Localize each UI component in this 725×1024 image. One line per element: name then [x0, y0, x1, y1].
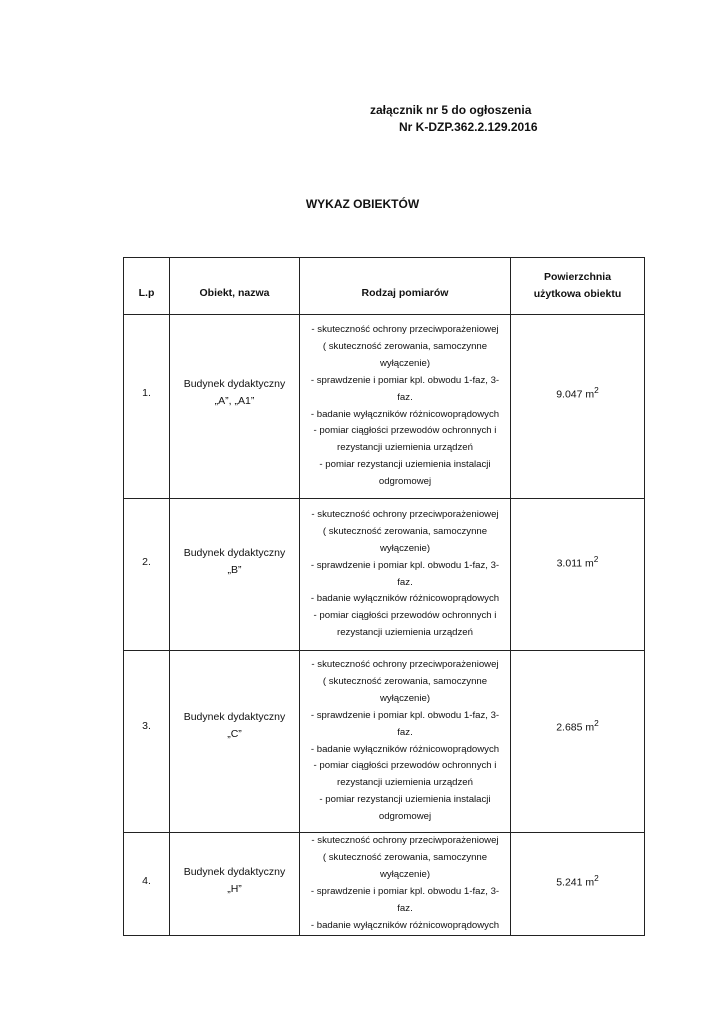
- object-name-cell: [170, 499, 300, 651]
- area-unit-exponent: 2: [593, 553, 599, 564]
- header-area-line2: użytkowa obiektu: [533, 288, 622, 300]
- measurement-line: - badanie wyłączników różnicowoprądowych: [310, 408, 500, 420]
- measurement-line: - skuteczność ochrony przeciwporażeniowej: [311, 323, 499, 335]
- header-area: [511, 258, 645, 315]
- row-number: 4.: [124, 833, 170, 936]
- area-unit-exponent: 2: [594, 717, 599, 728]
- table-row: [124, 499, 645, 651]
- measurements-cell: [300, 315, 511, 499]
- measurement-line: ( skuteczność zerowania, samoczynne: [322, 852, 488, 864]
- object-name-cell: [170, 651, 300, 833]
- measurement-line: - pomiar rezystancji uziemienia instalacji: [319, 794, 491, 806]
- object-name-designation: „C”: [227, 727, 242, 740]
- measurement-line: - sprawdzenie i pomiar kpl. obwodu 1-faz, 3-: [310, 709, 500, 721]
- header-object-name: Obiekt, nazwa: [170, 258, 300, 315]
- attachment-label: załącznik nr 5 do ogłoszenia: [370, 103, 532, 117]
- measurement-line: ( skuteczność zerowania, samoczynne: [322, 675, 488, 687]
- object-name-type: Budynek dydaktyczny: [183, 546, 286, 559]
- object-name-cell: [170, 833, 300, 936]
- object-name-designation: „B”: [227, 563, 242, 576]
- measurements-cell: [300, 651, 511, 833]
- object-name-type: Budynek dydaktyczny: [183, 377, 286, 390]
- measurement-line: - skuteczność ochrony przeciwporażeniowej: [311, 658, 499, 670]
- area-value: 5.241 m: [556, 876, 595, 889]
- area-value: 9.047 m: [556, 388, 595, 401]
- table-row: [124, 315, 645, 499]
- area-cell: [511, 833, 645, 936]
- measurement-line: - skuteczność ochrony przeciwporażeniowej: [311, 508, 499, 520]
- area-value: 3.011 m: [556, 557, 594, 570]
- measurement-line: - pomiar ciągłości przewodów ochronnych i: [313, 760, 497, 772]
- measurement-line: - badanie wyłączników różnicowoprądowych: [310, 919, 500, 931]
- measurement-line: - sprawdzenie i pomiar kpl. obwodu 1-faz, 3-: [310, 374, 500, 386]
- measurement-line: - pomiar ciągłości przewodów ochronnych i: [313, 425, 497, 437]
- measurement-line: - pomiar ciągłości przewodów ochronnych i: [313, 610, 497, 622]
- table-header-row: [124, 258, 645, 315]
- measurement-line: wyłączenie): [379, 357, 431, 369]
- measurement-line: faz.: [397, 902, 413, 914]
- measurements-cell: [300, 833, 511, 936]
- measurement-line: faz.: [397, 391, 413, 403]
- measurement-line: faz.: [397, 726, 413, 738]
- object-name-type: Budynek dydaktyczny: [183, 710, 286, 723]
- measurement-line: odgromowej: [378, 476, 432, 488]
- object-name-designation: „A”, „A1”: [214, 394, 255, 407]
- header-measurements: Rodzaj pomiarów: [300, 258, 511, 315]
- reference-number: Nr K-DZP.362.2.129.2016: [399, 120, 538, 134]
- measurement-line: rezystancji uziemienia urządzeń: [337, 777, 473, 789]
- area-unit-exponent: 2: [594, 873, 599, 884]
- area-value: 2.685 m: [556, 721, 595, 734]
- measurement-line: odgromowej: [378, 811, 432, 823]
- measurement-line: - sprawdzenie i pomiar kpl. obwodu 1-faz, 3-: [310, 886, 500, 897]
- row-number: 2.: [124, 499, 170, 651]
- measurement-line: faz.: [397, 576, 413, 588]
- row-number: 3.: [124, 651, 170, 833]
- measurement-line: wyłączenie): [379, 692, 431, 704]
- area-cell: [511, 499, 645, 651]
- measurement-line: rezystancji uziemienia urządzeń: [337, 442, 473, 454]
- object-name-cell: [170, 315, 300, 499]
- measurement-line: - skuteczność ochrony przeciwporażeniowej: [311, 835, 499, 847]
- measurement-line: - badanie wyłączników różnicowoprądowych: [310, 743, 500, 755]
- header-lp: L.p: [124, 258, 170, 315]
- object-name-designation: „H”: [227, 883, 242, 895]
- table-row: [124, 651, 645, 833]
- page-title: WYKAZ OBIEKTÓW: [305, 197, 420, 211]
- measurement-line: ( skuteczność zerowania, samoczynne: [322, 525, 488, 537]
- object-name-type: Budynek dydaktyczny: [183, 866, 286, 878]
- table-row: [124, 833, 645, 936]
- measurements-cell: [300, 499, 511, 651]
- measurement-line: ( skuteczność zerowania, samoczynne: [322, 340, 488, 352]
- row-number: 1.: [124, 315, 170, 499]
- measurement-line: - badanie wyłączników różnicowoprądowych: [310, 593, 500, 605]
- area-cell: [511, 651, 645, 833]
- measurement-line: wyłączenie): [379, 869, 431, 881]
- measurement-line: - sprawdzenie i pomiar kpl. obwodu 1-faz, 3-: [310, 559, 500, 571]
- objects-table: [123, 257, 645, 936]
- header-area-line1: Powierzchnia: [543, 271, 612, 283]
- area-cell: [511, 315, 645, 499]
- measurement-line: wyłączenie): [379, 542, 431, 554]
- measurement-line: rezystancji uziemienia urządzeń: [337, 627, 473, 639]
- measurement-line: - pomiar rezystancji uziemienia instalacji: [319, 459, 491, 471]
- area-unit-exponent: 2: [594, 384, 599, 395]
